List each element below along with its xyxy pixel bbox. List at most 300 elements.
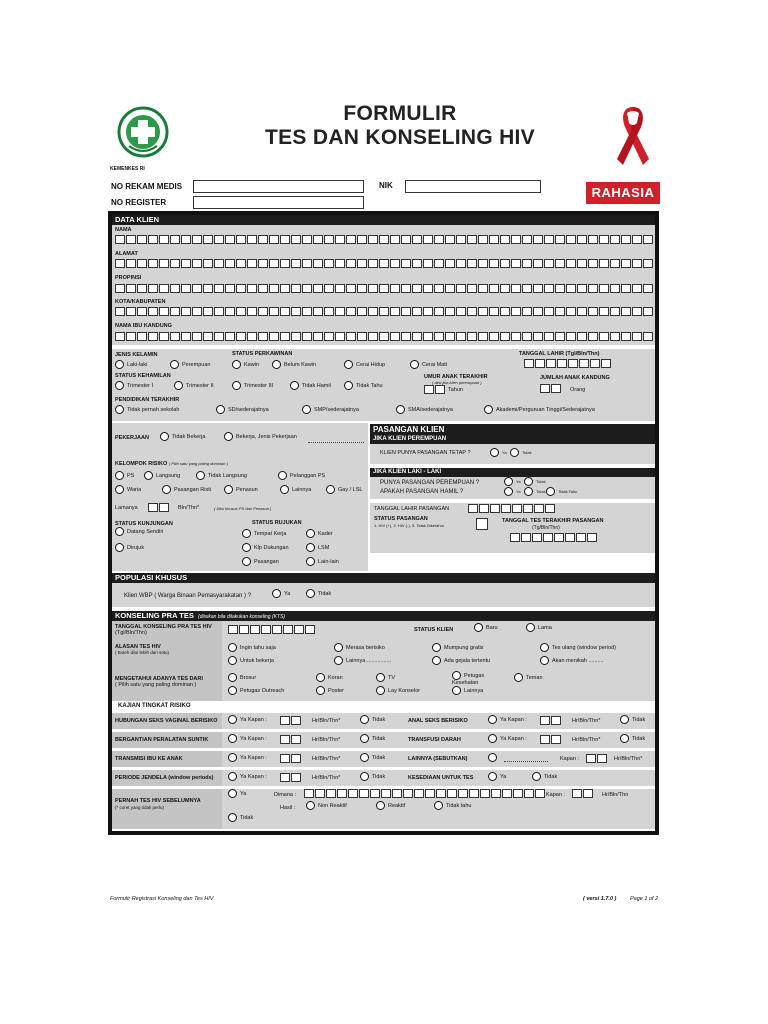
char-cell[interactable] — [170, 259, 180, 268]
char-cell[interactable] — [192, 259, 202, 268]
char-cell[interactable] — [304, 789, 314, 798]
kajian-lainnya-line[interactable] — [504, 761, 548, 762]
char-cell[interactable] — [500, 332, 510, 341]
char-cell[interactable] — [412, 332, 422, 341]
char-cell[interactable] — [280, 307, 290, 316]
dimana-field[interactable] — [304, 789, 546, 798]
info-petugas-kesehatan[interactable]: Petugas Kesehatan — [452, 672, 485, 686]
char-cell[interactable] — [280, 235, 290, 244]
char-cell[interactable] — [434, 307, 444, 316]
char-cell[interactable] — [522, 235, 532, 244]
char-cell[interactable] — [566, 307, 576, 316]
char-cell[interactable] — [401, 332, 411, 341]
char-cell[interactable] — [621, 284, 631, 293]
char-cell[interactable] — [170, 235, 180, 244]
char-cell[interactable] — [577, 259, 587, 268]
char-cell[interactable] — [214, 332, 224, 341]
char-cell[interactable] — [348, 789, 358, 798]
char-cell[interactable] — [445, 284, 455, 293]
char-cell[interactable] — [610, 332, 620, 341]
char-cell[interactable] — [501, 504, 511, 513]
char-cell[interactable] — [247, 235, 257, 244]
char-cell[interactable] — [533, 259, 543, 268]
char-cell[interactable] — [291, 307, 301, 316]
char-cell[interactable] — [203, 259, 213, 268]
char-cell[interactable] — [456, 284, 466, 293]
char-cell[interactable] — [478, 235, 488, 244]
pernah-tidak-option[interactable]: Tidak — [228, 813, 253, 824]
kajian-tidak-option[interactable]: Tidak — [360, 753, 385, 764]
char-cell[interactable] — [247, 259, 257, 268]
char-cell[interactable] — [346, 332, 356, 341]
char-cell[interactable] — [588, 284, 598, 293]
char-cell[interactable] — [357, 332, 367, 341]
no-rekam-field[interactable] — [193, 180, 364, 193]
char-cell[interactable] — [170, 332, 180, 341]
char-cell[interactable] — [390, 284, 400, 293]
wbp-tidak-option[interactable]: Tidak — [306, 589, 331, 600]
char-cell[interactable] — [610, 307, 620, 316]
char-cell[interactable] — [379, 235, 389, 244]
char-cell[interactable] — [381, 789, 391, 798]
char-cell[interactable] — [436, 789, 446, 798]
alasan-gejala[interactable]: Ada gejala tertentu — [432, 656, 490, 667]
pasangan-risti-option[interactable]: Pasangan Risti — [162, 485, 211, 496]
jumlah-anak-field[interactable] — [540, 384, 562, 393]
char-cell[interactable] — [401, 307, 411, 316]
char-cell[interactable] — [357, 259, 367, 268]
alasan-ingin-tahu[interactable]: Ingin tahu saja — [228, 643, 276, 654]
char-cell[interactable] — [583, 789, 593, 798]
langsung-option[interactable]: Langsung — [144, 471, 180, 482]
lainnya-option[interactable]: Lainnya — [280, 485, 311, 496]
char-cell[interactable] — [434, 332, 444, 341]
trimester-3-option[interactable]: Trimester III — [232, 381, 273, 392]
char-cell[interactable] — [368, 307, 378, 316]
char-cell[interactable] — [568, 359, 578, 368]
char-cell[interactable] — [621, 235, 631, 244]
kota-field[interactable] — [115, 307, 654, 316]
char-cell[interactable] — [137, 307, 147, 316]
char-cell[interactable] — [148, 307, 158, 316]
alasan-menikah[interactable]: Akan menikah .......... — [540, 656, 604, 667]
char-cell[interactable] — [357, 235, 367, 244]
char-cell[interactable] — [434, 284, 444, 293]
char-cell[interactable] — [359, 789, 369, 798]
char-cell[interactable] — [137, 259, 147, 268]
char-cell[interactable] — [522, 307, 532, 316]
tidak-hamil-option[interactable]: Tidak Hamil — [290, 381, 331, 392]
trimester-1-option[interactable]: Trimester I — [115, 381, 153, 392]
char-cell[interactable] — [214, 307, 224, 316]
char-cell[interactable] — [192, 235, 202, 244]
char-cell[interactable] — [291, 284, 301, 293]
char-cell[interactable] — [148, 284, 158, 293]
char-cell[interactable] — [203, 235, 213, 244]
char-cell[interactable] — [445, 307, 455, 316]
char-cell[interactable] — [291, 259, 301, 268]
char-cell[interactable] — [236, 284, 246, 293]
baru-option[interactable]: Baru — [474, 623, 498, 634]
char-cell[interactable] — [632, 332, 642, 341]
char-cell[interactable] — [115, 284, 125, 293]
info-koran[interactable]: Koran — [316, 673, 343, 684]
umur-anak-field[interactable] — [424, 385, 446, 394]
char-cell[interactable] — [544, 259, 554, 268]
char-cell[interactable] — [456, 332, 466, 341]
pelanggan-option[interactable]: Pelanggan PS — [278, 471, 325, 482]
char-cell[interactable] — [588, 307, 598, 316]
char-cell[interactable] — [632, 284, 642, 293]
char-cell[interactable] — [236, 332, 246, 341]
wbp-ya-option[interactable]: Ya — [272, 589, 290, 600]
char-cell[interactable] — [390, 259, 400, 268]
char-cell[interactable] — [181, 259, 191, 268]
char-cell[interactable] — [137, 235, 147, 244]
char-cell[interactable] — [621, 332, 631, 341]
char-cell[interactable] — [368, 332, 378, 341]
kajian-ya-option-2[interactable]: Ya Kapan : — [488, 715, 527, 726]
char-cell[interactable] — [423, 259, 433, 268]
char-cell[interactable] — [280, 332, 290, 341]
char-cell[interactable] — [577, 235, 587, 244]
char-cell[interactable] — [551, 384, 561, 393]
char-cell[interactable] — [423, 284, 433, 293]
char-cell[interactable] — [632, 307, 642, 316]
char-cell[interactable] — [500, 235, 510, 244]
char-cell[interactable] — [346, 307, 356, 316]
datang-sendiri-option[interactable]: Datang Sendiri — [115, 527, 163, 538]
char-cell[interactable] — [214, 259, 224, 268]
char-cell[interactable] — [555, 259, 565, 268]
char-cell[interactable] — [456, 259, 466, 268]
char-cell[interactable] — [379, 259, 389, 268]
char-cell[interactable] — [357, 284, 367, 293]
char-cell[interactable] — [401, 259, 411, 268]
char-cell[interactable] — [228, 625, 238, 634]
tgl-tes-pasangan-field[interactable] — [510, 533, 598, 542]
char-cell[interactable] — [170, 307, 180, 316]
belum-kawin-option[interactable]: Belum Kawin — [272, 360, 316, 371]
char-cell[interactable] — [412, 235, 422, 244]
klp-dukungan-option[interactable]: Klp Dukungan — [242, 543, 289, 554]
char-cell[interactable] — [390, 235, 400, 244]
char-cell[interactable] — [401, 235, 411, 244]
char-cell[interactable] — [291, 235, 301, 244]
char-cell[interactable] — [434, 259, 444, 268]
char-cell[interactable] — [192, 332, 202, 341]
kajian-ya-option[interactable]: Ya Kapan : — [228, 715, 267, 726]
char-cell[interactable] — [524, 359, 534, 368]
char-cell[interactable] — [225, 259, 235, 268]
pendidikan-5-option[interactable]: Akademi/Perguruan Tinggi/Sederajatnya — [484, 405, 595, 416]
kajian-tidak-option-2[interactable]: Tidak — [620, 734, 645, 745]
pendidikan-2-option[interactable]: SD/sederajatnya — [216, 405, 269, 416]
char-cell[interactable] — [445, 332, 455, 341]
char-cell[interactable] — [302, 259, 312, 268]
kajian-kapan-field-2[interactable] — [540, 716, 562, 725]
char-cell[interactable] — [643, 284, 653, 293]
info-teman[interactable]: Teman — [514, 673, 543, 684]
char-cell[interactable] — [511, 284, 521, 293]
char-cell[interactable] — [225, 307, 235, 316]
info-brosur[interactable]: Brosur — [228, 673, 256, 684]
char-cell[interactable] — [137, 332, 147, 341]
info-poster[interactable]: Poster — [316, 686, 344, 697]
char-cell[interactable] — [313, 284, 323, 293]
char-cell[interactable] — [370, 789, 380, 798]
char-cell[interactable] — [337, 789, 347, 798]
kajian-ya-option-2[interactable]: Ya Kapan : — [488, 734, 527, 745]
char-cell[interactable] — [468, 504, 478, 513]
char-cell[interactable] — [544, 284, 554, 293]
char-cell[interactable] — [324, 332, 334, 341]
char-cell[interactable] — [390, 332, 400, 341]
char-cell[interactable] — [159, 332, 169, 341]
char-cell[interactable] — [523, 504, 533, 513]
char-cell[interactable] — [502, 789, 512, 798]
info-tv[interactable]: TV — [376, 673, 395, 684]
char-cell[interactable] — [294, 625, 304, 634]
char-cell[interactable] — [522, 332, 532, 341]
char-cell[interactable] — [368, 259, 378, 268]
char-cell[interactable] — [280, 284, 290, 293]
char-cell[interactable] — [513, 789, 523, 798]
char-cell[interactable] — [423, 235, 433, 244]
char-cell[interactable] — [478, 284, 488, 293]
char-cell[interactable] — [203, 284, 213, 293]
char-cell[interactable] — [412, 307, 422, 316]
char-cell[interactable] — [434, 235, 444, 244]
char-cell[interactable] — [599, 307, 609, 316]
char-cell[interactable] — [236, 235, 246, 244]
pasangan-rujukan-option[interactable]: Pasangan — [242, 557, 279, 568]
char-cell[interactable] — [148, 503, 158, 512]
bekerja-option[interactable]: Bekerja, Jenis Pekerjaan — [224, 432, 297, 443]
kajian-kapan-field-3[interactable] — [586, 754, 608, 763]
char-cell[interactable] — [545, 504, 555, 513]
char-cell[interactable] — [272, 625, 282, 634]
char-cell[interactable] — [511, 332, 521, 341]
hamil-ya[interactable]: Ya — [504, 486, 521, 497]
char-cell[interactable] — [572, 789, 582, 798]
char-cell[interactable] — [324, 259, 334, 268]
alasan-tes-ulang[interactable]: Tes ulang (window period) — [540, 643, 616, 654]
kesediaan-tidak-option[interactable]: Tidak — [532, 772, 557, 783]
char-cell[interactable] — [258, 332, 268, 341]
char-cell[interactable] — [533, 235, 543, 244]
char-cell[interactable] — [315, 789, 325, 798]
char-cell[interactable] — [555, 235, 565, 244]
char-cell[interactable] — [379, 307, 389, 316]
char-cell[interactable] — [335, 332, 345, 341]
char-cell[interactable] — [576, 533, 586, 542]
char-cell[interactable] — [511, 259, 521, 268]
kajian-kapan-field[interactable] — [280, 754, 302, 763]
alasan-lainnya[interactable]: Lainnya ................ — [334, 656, 391, 667]
char-cell[interactable] — [247, 307, 257, 316]
char-cell[interactable] — [510, 533, 520, 542]
char-cell[interactable] — [535, 789, 545, 798]
char-cell[interactable] — [557, 359, 567, 368]
char-cell[interactable] — [544, 235, 554, 244]
char-cell[interactable] — [335, 235, 345, 244]
kajian-tidak-option[interactable]: Tidak — [360, 715, 385, 726]
kajian-tidak-option[interactable]: Tidak — [360, 734, 385, 745]
tempat-kerja-option[interactable]: Tempat Kerja — [242, 529, 286, 540]
status-pasangan-field[interactable] — [476, 518, 488, 530]
lain-lain-option[interactable]: Lain-lain — [306, 557, 339, 568]
char-cell[interactable] — [368, 284, 378, 293]
char-cell[interactable] — [621, 259, 631, 268]
char-cell[interactable] — [280, 259, 290, 268]
dirujuk-option[interactable]: Dirujuk — [115, 543, 144, 554]
kesediaan-ya-option[interactable]: Ya — [488, 772, 506, 783]
laki-option[interactable]: Laki-laki — [115, 360, 147, 371]
char-cell[interactable] — [313, 307, 323, 316]
char-cell[interactable] — [587, 533, 597, 542]
char-cell[interactable] — [324, 307, 334, 316]
char-cell[interactable] — [478, 307, 488, 316]
char-cell[interactable] — [346, 259, 356, 268]
char-cell[interactable] — [283, 625, 293, 634]
char-cell[interactable] — [540, 384, 550, 393]
char-cell[interactable] — [335, 259, 345, 268]
nik-field[interactable] — [405, 180, 541, 193]
char-cell[interactable] — [524, 789, 534, 798]
char-cell[interactable] — [489, 307, 499, 316]
pernah-ya-option[interactable]: Ya — [228, 789, 246, 800]
char-cell[interactable] — [159, 284, 169, 293]
char-cell[interactable] — [203, 307, 213, 316]
kajian-tidak-option[interactable]: Tidak — [360, 772, 385, 783]
char-cell[interactable] — [577, 332, 587, 341]
char-cell[interactable] — [491, 789, 501, 798]
info-outreach[interactable]: Petugas Outreach — [228, 686, 284, 697]
char-cell[interactable] — [159, 235, 169, 244]
char-cell[interactable] — [467, 332, 477, 341]
char-cell[interactable] — [555, 307, 565, 316]
char-cell[interactable] — [533, 307, 543, 316]
ibu-field[interactable] — [115, 332, 654, 341]
char-cell[interactable] — [599, 332, 609, 341]
char-cell[interactable] — [313, 332, 323, 341]
char-cell[interactable] — [480, 789, 490, 798]
char-cell[interactable] — [467, 307, 477, 316]
char-cell[interactable] — [148, 235, 158, 244]
char-cell[interactable] — [302, 284, 312, 293]
char-cell[interactable] — [225, 284, 235, 293]
char-cell[interactable] — [566, 259, 576, 268]
char-cell[interactable] — [599, 235, 609, 244]
char-cell[interactable] — [467, 259, 477, 268]
char-cell[interactable] — [236, 307, 246, 316]
char-cell[interactable] — [554, 533, 564, 542]
char-cell[interactable] — [269, 284, 279, 293]
char-cell[interactable] — [247, 332, 257, 341]
kajian-lainnya-option[interactable] — [488, 753, 500, 764]
char-cell[interactable] — [126, 235, 136, 244]
char-cell[interactable] — [643, 235, 653, 244]
tgl-pasangan-field[interactable] — [468, 504, 556, 513]
lama-option[interactable]: Lama — [526, 623, 552, 634]
char-cell[interactable] — [478, 259, 488, 268]
char-cell[interactable] — [621, 307, 631, 316]
kajian-kapan-field[interactable] — [280, 735, 302, 744]
char-cell[interactable] — [346, 284, 356, 293]
alasan-berisiko[interactable]: Merasa berisiko — [334, 643, 385, 654]
info-lay-konselor[interactable]: Lay Konselor — [376, 686, 420, 697]
char-cell[interactable] — [512, 504, 522, 513]
char-cell[interactable] — [269, 259, 279, 268]
char-cell[interactable] — [599, 259, 609, 268]
char-cell[interactable] — [467, 235, 477, 244]
tidak-langsung-option[interactable]: Tidak Langsung — [196, 471, 247, 482]
char-cell[interactable] — [137, 284, 147, 293]
char-cell[interactable] — [214, 284, 224, 293]
char-cell[interactable] — [403, 789, 413, 798]
char-cell[interactable] — [239, 625, 249, 634]
char-cell[interactable] — [588, 235, 598, 244]
char-cell[interactable] — [412, 259, 422, 268]
char-cell[interactable] — [401, 284, 411, 293]
char-cell[interactable] — [511, 235, 521, 244]
char-cell[interactable] — [115, 235, 125, 244]
kajian-ya-option[interactable]: Ya Kapan : — [228, 753, 267, 764]
punya-tetap-tidak[interactable]: Tidak — [510, 447, 532, 458]
char-cell[interactable] — [225, 332, 235, 341]
char-cell[interactable] — [590, 359, 600, 368]
char-cell[interactable] — [236, 259, 246, 268]
char-cell[interactable] — [368, 235, 378, 244]
alasan-bekerja[interactable]: Untuk bekerja — [228, 656, 274, 667]
tgl-konseling-field[interactable] — [228, 625, 316, 634]
char-cell[interactable] — [489, 284, 499, 293]
kajian-ya-option[interactable]: Ya Kapan : — [228, 772, 267, 783]
char-cell[interactable] — [500, 307, 510, 316]
char-cell[interactable] — [489, 332, 499, 341]
alasan-gratis[interactable]: Mumpung gratis — [432, 643, 483, 654]
char-cell[interactable] — [335, 284, 345, 293]
cerai-mati-option[interactable]: Cerai Mati — [410, 360, 447, 371]
char-cell[interactable] — [250, 625, 260, 634]
char-cell[interactable] — [423, 332, 433, 341]
char-cell[interactable] — [126, 307, 136, 316]
nama-field[interactable] — [115, 235, 654, 244]
char-cell[interactable] — [533, 284, 543, 293]
char-cell[interactable] — [447, 789, 457, 798]
char-cell[interactable] — [456, 235, 466, 244]
no-register-field[interactable] — [193, 196, 364, 209]
char-cell[interactable] — [126, 332, 136, 341]
char-cell[interactable] — [324, 284, 334, 293]
char-cell[interactable] — [489, 259, 499, 268]
kajian-kapan-field[interactable] — [280, 716, 302, 725]
char-cell[interactable] — [148, 259, 158, 268]
punya-p-ya[interactable]: Ya — [504, 476, 521, 487]
char-cell[interactable] — [269, 332, 279, 341]
char-cell[interactable] — [588, 259, 598, 268]
char-cell[interactable] — [601, 359, 611, 368]
info-lainnya[interactable]: Lainnya — [452, 686, 483, 697]
perempuan-option[interactable]: Perempuan — [170, 360, 210, 371]
char-cell[interactable] — [511, 307, 521, 316]
char-cell[interactable] — [214, 235, 224, 244]
char-cell[interactable] — [115, 259, 125, 268]
char-cell[interactable] — [445, 259, 455, 268]
char-cell[interactable] — [203, 332, 213, 341]
char-cell[interactable] — [170, 284, 180, 293]
